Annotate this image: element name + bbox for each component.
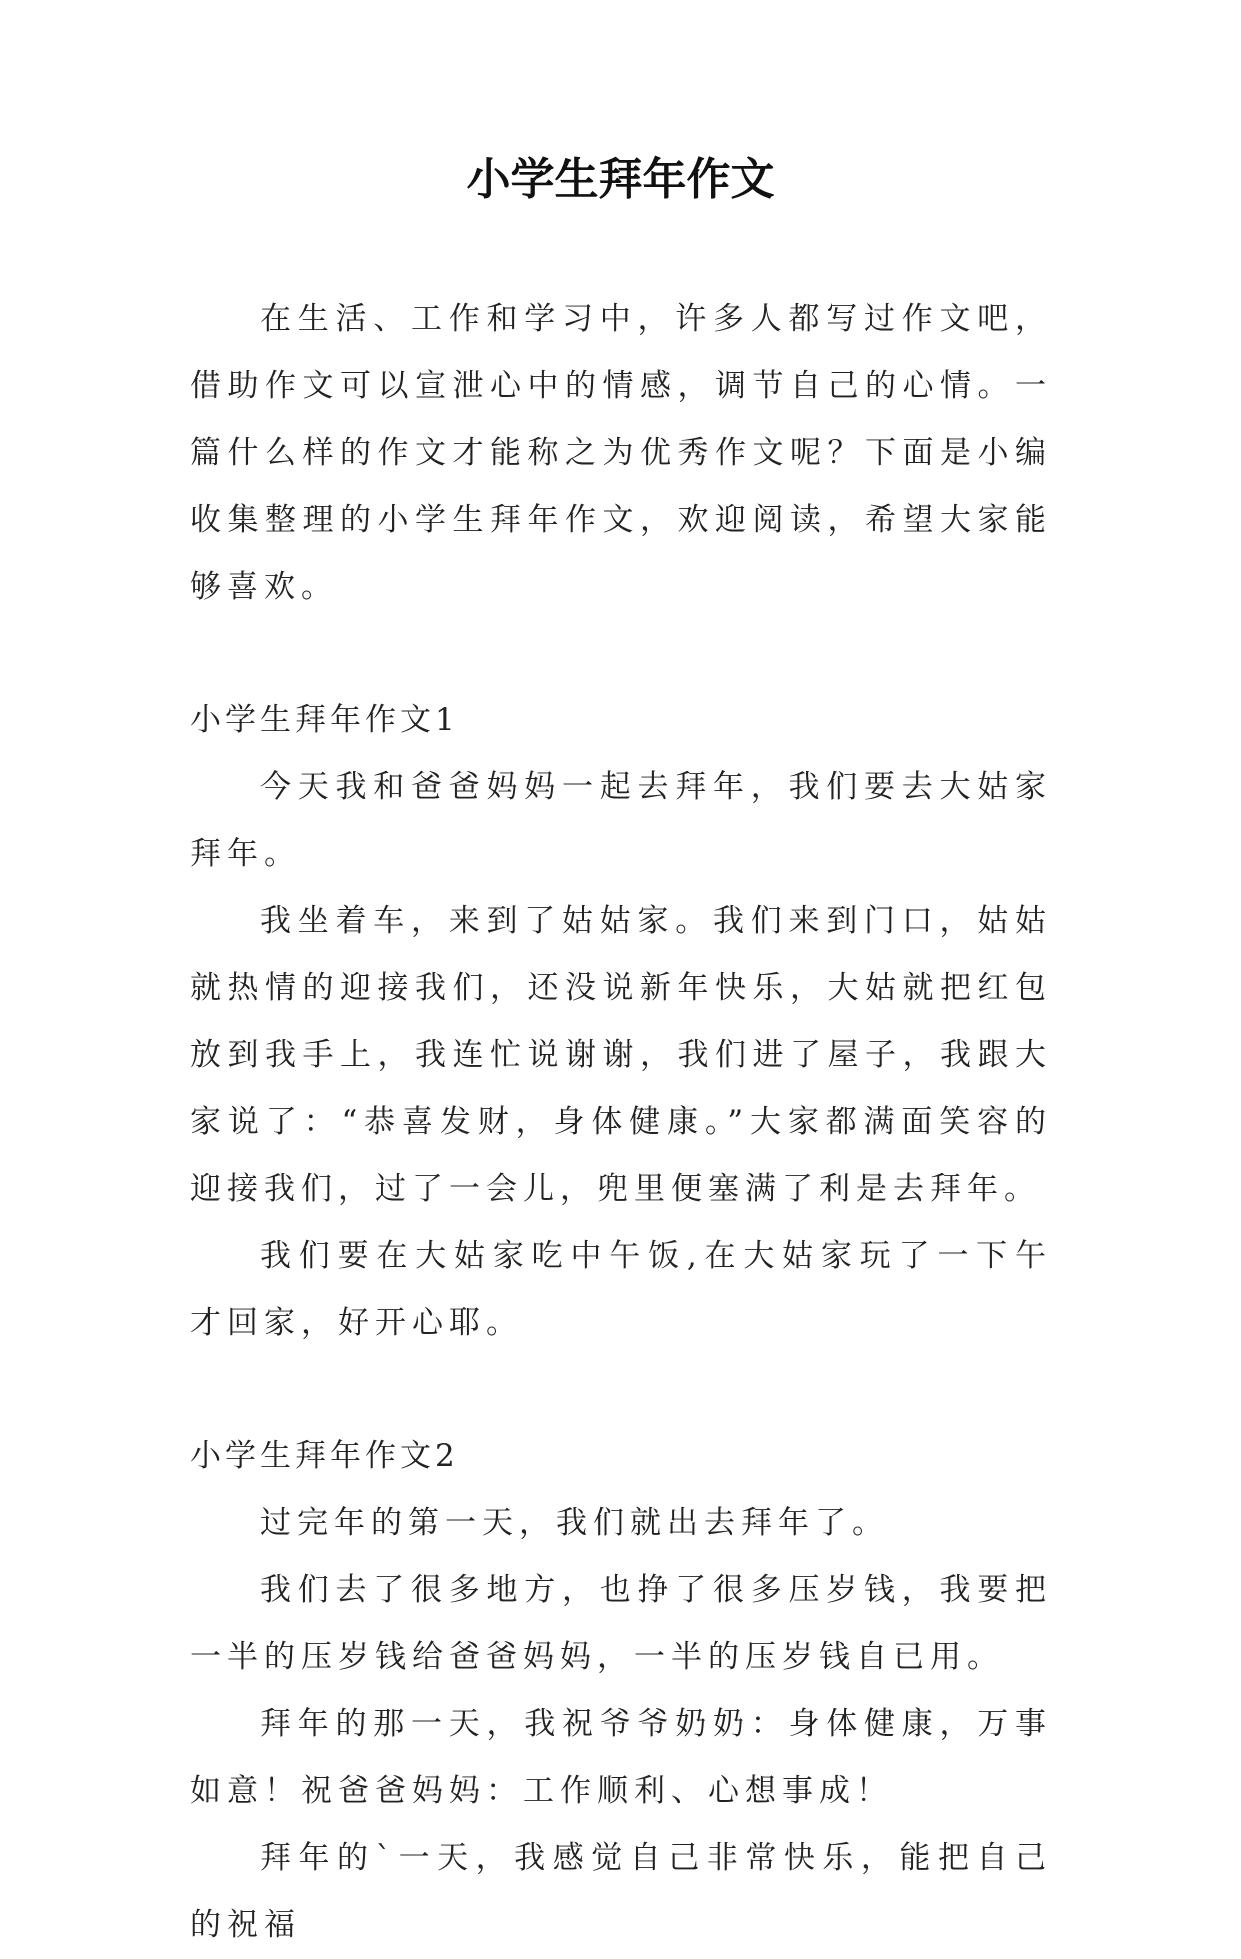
section-2-paragraph-2: 我们去了很多地方，也挣了很多压岁钱，我要把一半的压岁钱给爸爸妈妈，一半的压岁钱自已用。 xyxy=(190,1572,1052,1675)
section-2-paragraph-1: 过完年的第一天，我们就出去拜年了。 xyxy=(260,1505,889,1541)
intro-paragraph: 在生活、工作和学习中，许多人都写过作文吧，借助作文可以宣泄心中的情感，调节自己的心情。一篇什么样的作文才能称之为优秀作文呢？下面是小编收集整理的小学生拜年作文，欢迎阅读，希望大家能够喜欢。 xyxy=(190,301,1052,605)
section-1-paragraph-2: 我坐着车，来到了姑姑家。我们来到门口，姑姑就热情的迎接我们，还没说新年快乐，大姑就把红包放到我手上，我连忙说谢谢，我们进了屋子，我跟大家说了：“恭喜发财，身体健康。”大家都满面笑容的迎接我们，过了一会儿，兜里便塞满了利是去拜年。 xyxy=(190,903,1052,1207)
section-2-paragraph-3: 拜年的那一天，我祝爷爷奶奶：身体健康，万事如意！祝爸爸妈妈：工作顺利、心想事成！ xyxy=(190,1706,1052,1809)
section-2-paragraph-4: 拜年的`一天，我感觉自己非常快乐，能把自己的祝福 xyxy=(190,1840,1052,1943)
section-heading-2: 小学生拜年作文2 xyxy=(190,1438,459,1474)
section-1-paragraph-3: 我们要在大姑家吃中午饭,在大姑家玩了一下午才回家，好开心耶。 xyxy=(190,1238,1052,1341)
section-1-paragraph-1: 今天我和爸爸妈妈一起去拜年，我们要去大姑家拜年。 xyxy=(190,769,1052,872)
document-body xyxy=(190,286,1052,1959)
document-title: 小学生拜年作文 xyxy=(466,154,775,205)
section-heading-1: 小学生拜年作文1 xyxy=(190,702,459,738)
